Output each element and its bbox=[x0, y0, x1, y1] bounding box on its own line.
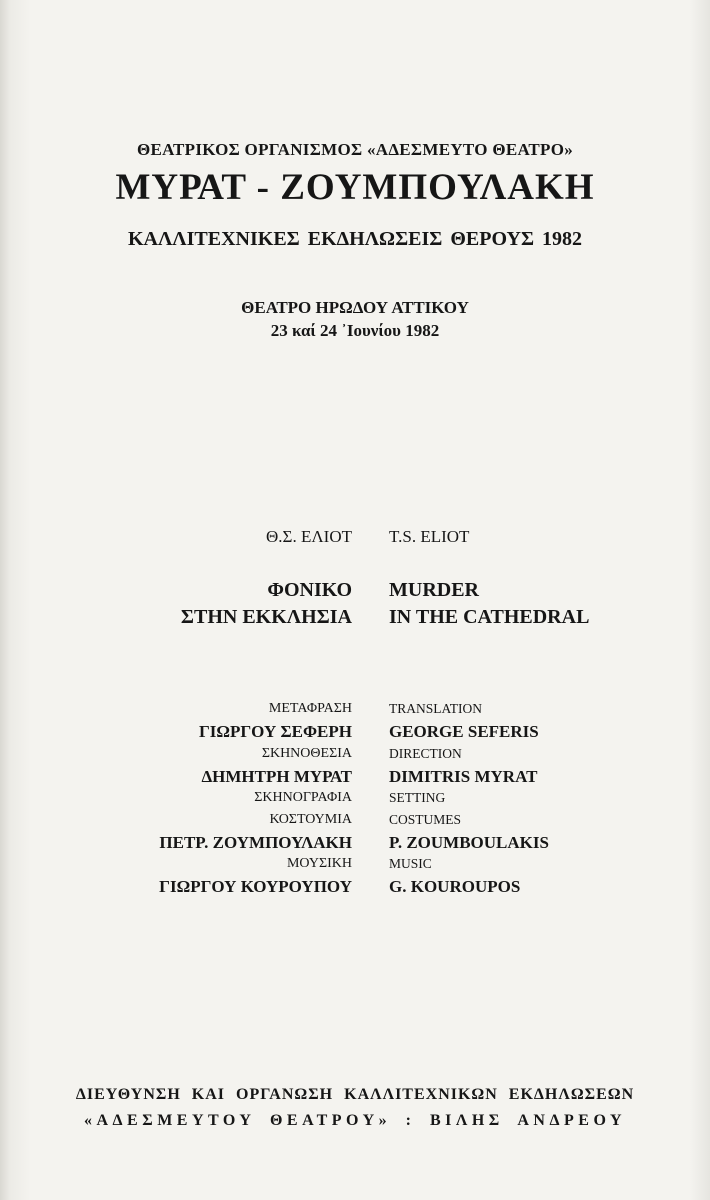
credit-english-role: SETTING bbox=[389, 790, 446, 805]
credit-english-name: GEORGE SEFERIS bbox=[389, 722, 539, 741]
play-title-english-line1: MURDER bbox=[389, 579, 479, 601]
credit-greek-role: ΜΕΤΑΦΡΑΣΗ bbox=[268, 701, 352, 716]
organization-name: ΘΕΑΤΡΙΚΟΣ ΟΡΓΑΝΙΣΜΟΣ «ΑΔΕΣΜΕΥΤΟ ΘΕΑΤΡΟ» bbox=[136, 140, 574, 159]
play-title-english-line2: IN THE CATHEDRAL bbox=[389, 606, 590, 628]
event-series: ΚΑΛΛΙΤΕΧΝΙΚΕΣ ΕΚΔΗΛΩΣΕΙΣ ΘΕΡΟΥΣ 1982 bbox=[127, 228, 583, 250]
credit-english-role: TRANSLATION bbox=[389, 701, 482, 716]
play-title-greek-line1: ΦΟΝΙΚΟ bbox=[267, 579, 352, 601]
credit-greek-name: ΓΙΩΡΓΟΥ ΣΕΦΕΡΗ bbox=[198, 722, 352, 741]
credit-greek-role: ΣΚΗΝΟΘΕΣΙΑ bbox=[261, 746, 352, 761]
author-english: T.S. ELIOT bbox=[389, 527, 470, 546]
play-title-greek-line2: ΣΤΗΝ ΕΚΚΛΗΣΙΑ bbox=[180, 606, 352, 628]
credit-greek-role: ΚΟΣΤΟΥΜΙΑ bbox=[269, 812, 352, 827]
footer-line2: «ΑΔΕΣΜΕΥΤΟΥ ΘΕΑΤΡΟΥ» : ΒΙΛΗΣ ΑΝΔΡΕΟΥ bbox=[83, 1112, 627, 1129]
credit-english-name: DIMITRIS MYRAT bbox=[389, 767, 538, 786]
credit-greek-name: ΔΗΜΗΤΡΗ ΜΥΡΑΤ bbox=[201, 767, 352, 786]
credit-greek-name: ΓΙΩΡΓΟΥ ΚΟΥΡΟΥΠΟΥ bbox=[159, 877, 352, 896]
venue: ΘΕΑΤΡΟ ΗΡΩΔΟΥ ΑΤΤΙΚΟΥ bbox=[241, 298, 469, 317]
credit-english-role: DIRECTION bbox=[389, 746, 462, 761]
credit-english-role: COSTUMES bbox=[389, 812, 462, 827]
credit-english-name: G. KOUROUPOS bbox=[389, 877, 521, 896]
credit-english-role: MUSIC bbox=[389, 856, 432, 871]
performance-dates: 23 καί 24 ᾿Ιουνίου 1982 bbox=[270, 321, 440, 340]
credit-english-name: P. ZOUMBOULAKIS bbox=[389, 833, 549, 852]
author-greek: Θ.Σ. ΕΛΙΟΤ bbox=[266, 527, 352, 546]
credit-greek-role: ΣΚΗΝΟΓΡΑΦΙΑ bbox=[254, 790, 352, 805]
footer-line1: ΔΙΕΥΘΥΝΣΗ ΚΑΙ ΟΡΓΑΝΩΣΗ ΚΑΛΛΙΤΕΧΝΙΚΩΝ ΕΚΔΗΛΩΣΕΩΝ bbox=[75, 1086, 635, 1103]
credit-greek-name: ΠΕΤΡ. ΖΟΥΜΠΟΥΛΑΚΗ bbox=[159, 833, 352, 852]
credit-greek-role: ΜΟΥΣΙΚΗ bbox=[286, 856, 352, 871]
page-title: ΜΥΡΑΤ - ΖΟΥΜΠΟΥΛΑΚΗ bbox=[115, 167, 595, 208]
